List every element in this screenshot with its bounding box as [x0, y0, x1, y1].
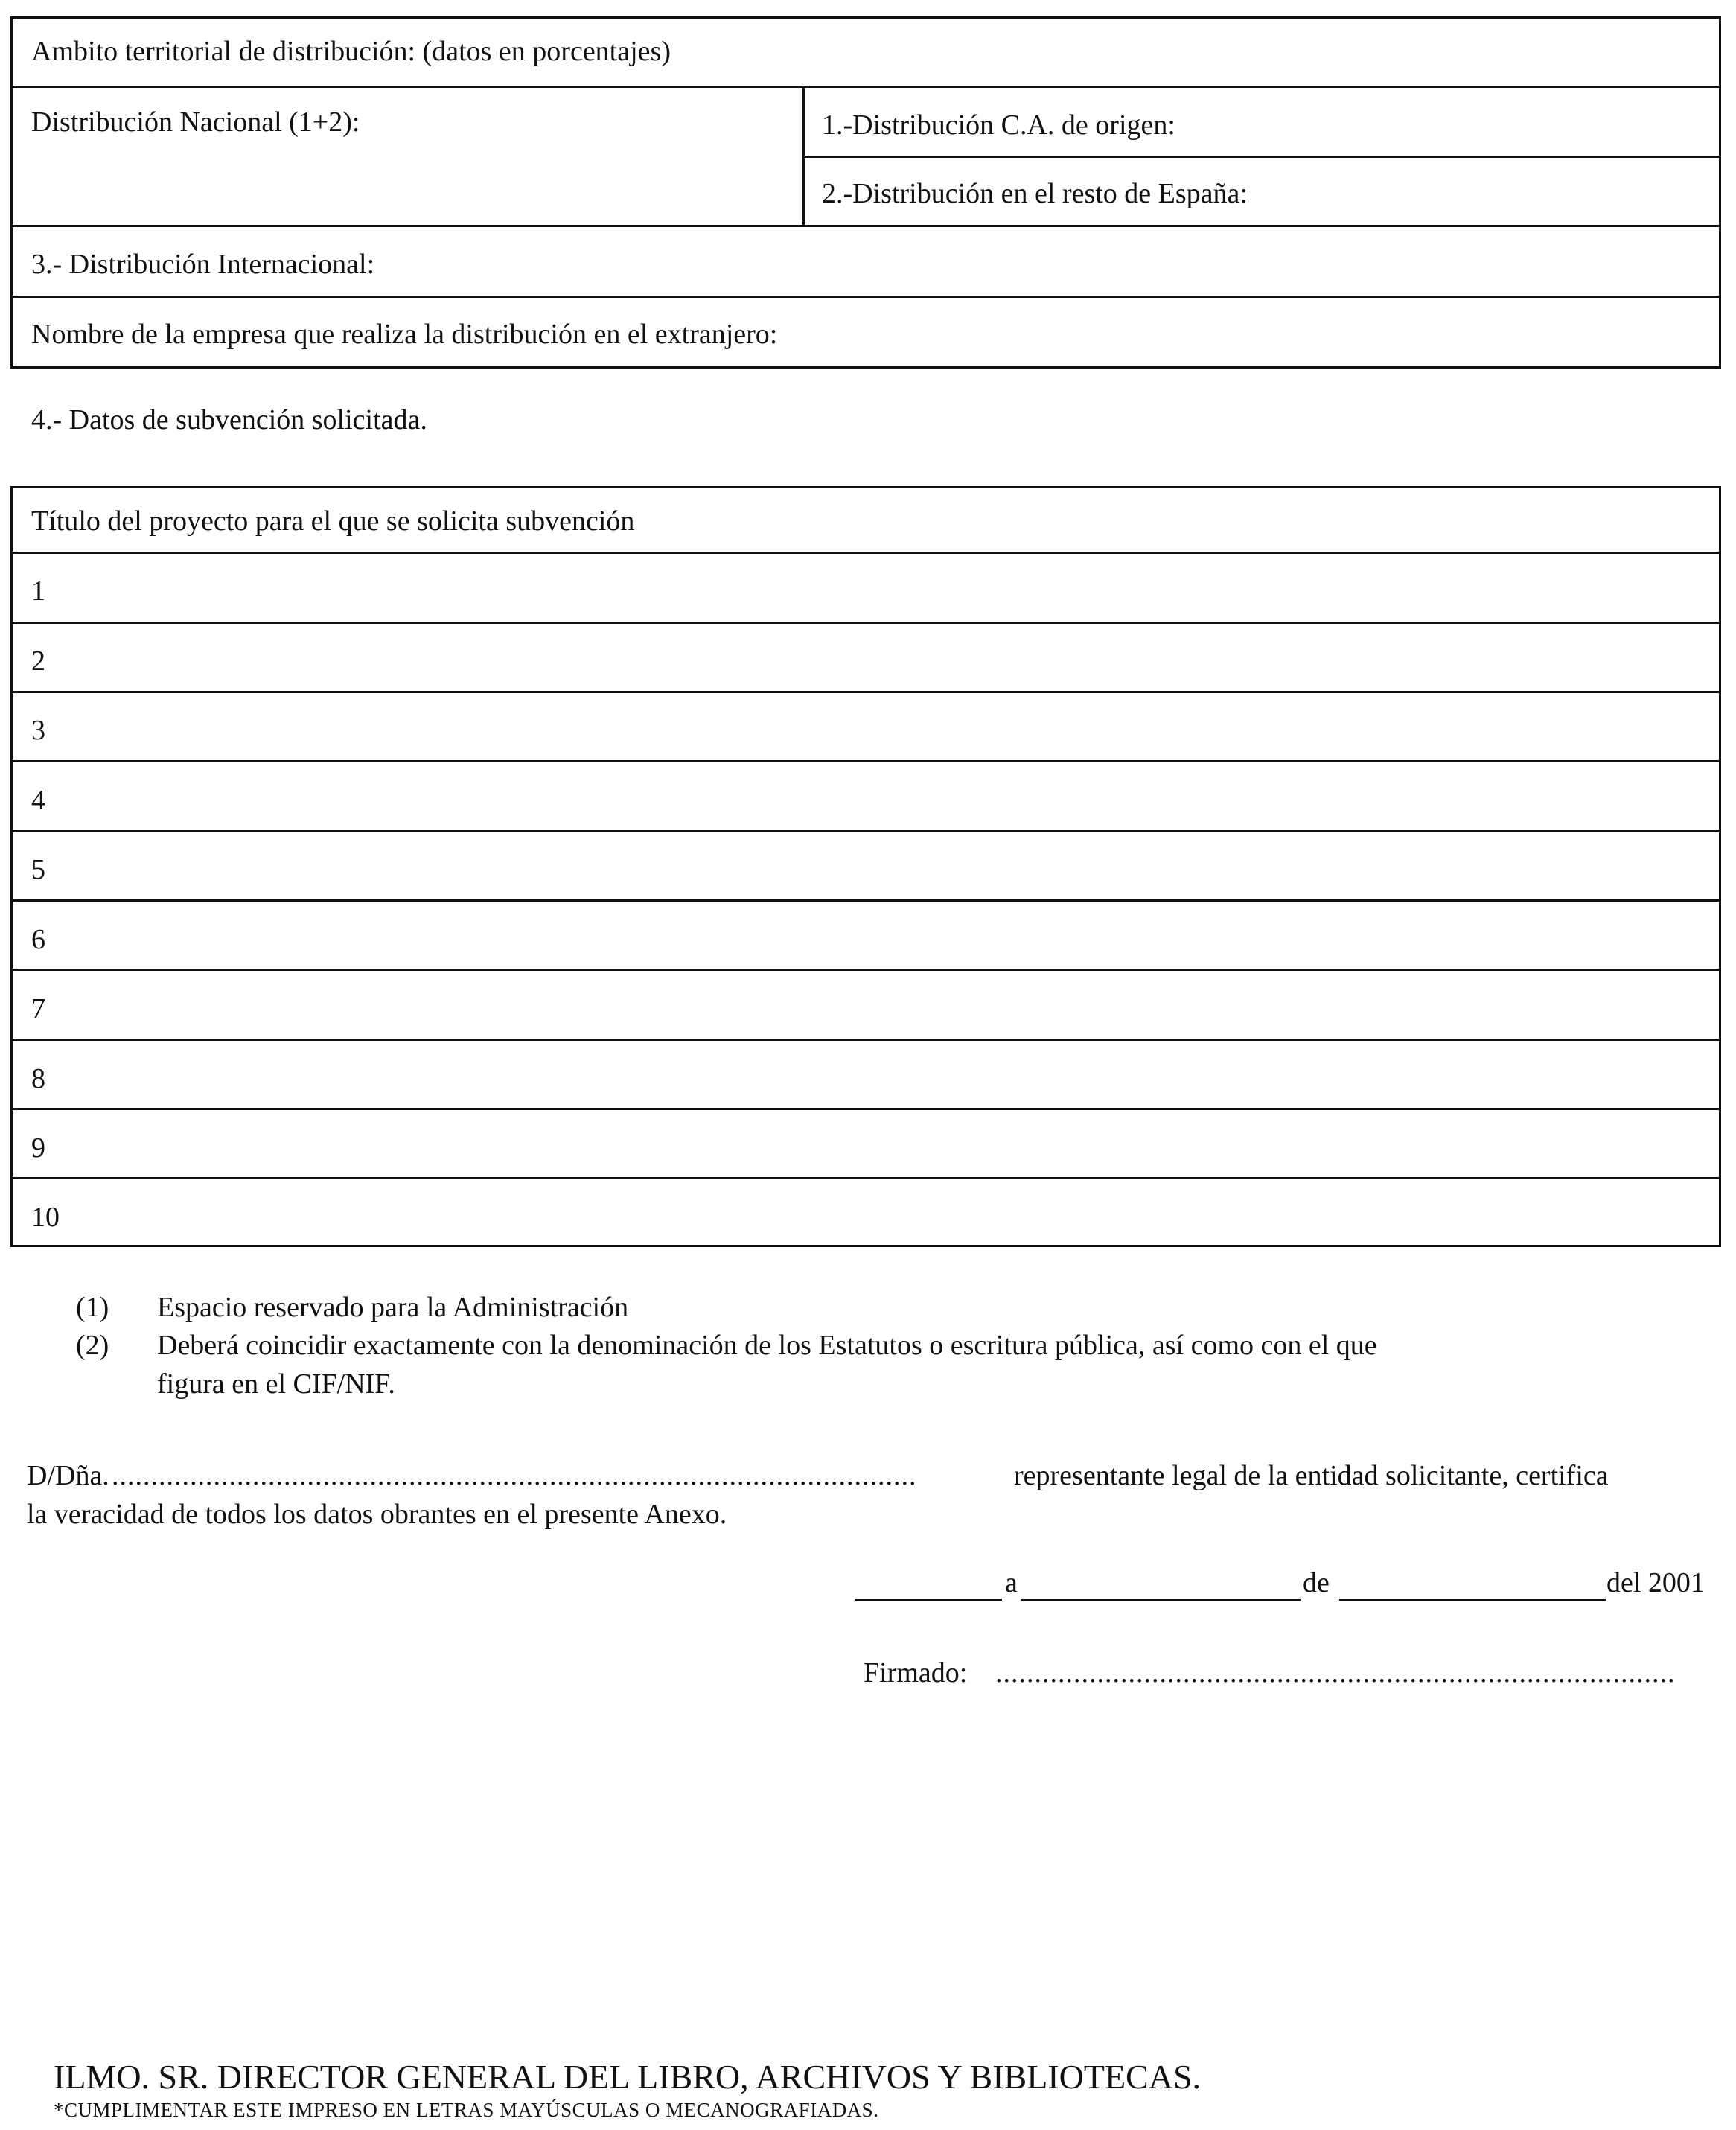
project-row-number[interactable]: 8 [31, 1063, 45, 1094]
certification-line-2: la veracidad de todos los datos obrantes en el presente Anexo. [27, 1499, 727, 1530]
projects-row-divider [10, 760, 1721, 762]
place-field[interactable] [855, 1599, 1002, 1601]
project-row-number[interactable]: 10 [31, 1202, 60, 1233]
field-distribucion-resto[interactable]: 2.-Distribución en el resto de España: [822, 178, 1248, 209]
note-2-number: (2) [76, 1330, 109, 1361]
note-2-text: Deberá coincidir exactamente con la denominación de los Estatutos o escritura pública, así como con el que [157, 1330, 1377, 1361]
note-1-number: (1) [76, 1292, 109, 1323]
distribution-header: Ambito territorial de distribución: (datos en porcentajes) [31, 36, 671, 67]
date-label-year: del 2001 [1606, 1567, 1705, 1598]
project-row-number[interactable]: 4 [31, 785, 45, 816]
note-2-text-continued: figura en el CIF/NIF. [157, 1368, 395, 1400]
representative-name-field[interactable]: ....................................................................................................... [112, 1460, 917, 1491]
projects-row-divider [10, 899, 1721, 902]
projects-table [10, 486, 1721, 1247]
projects-row-divider [10, 1177, 1721, 1179]
distribution-divider [10, 225, 1721, 227]
projects-row-divider [10, 969, 1721, 971]
project-row-number[interactable]: 1 [31, 575, 45, 607]
addressee: ILMO. SR. DIRECTOR GENERAL DEL LIBRO, ARCHIVOS Y BIBLIOTECAS. [54, 2058, 1202, 2096]
project-row-number[interactable]: 6 [31, 924, 45, 955]
form-instruction-footnote: *CUMPLIMENTAR ESTE IMPRESO EN LETRAS MAYÚSCULAS O MECANOGRAFIADAS. [54, 2099, 879, 2121]
date-label-de: de [1303, 1567, 1330, 1598]
project-row-number[interactable]: 2 [31, 645, 45, 677]
section-4-title: 4.- Datos de subvención solicitada. [31, 404, 427, 436]
distribution-divider [802, 156, 1721, 158]
field-empresa-extranjero[interactable]: Nombre de la empresa que realiza la distribución en el extranjero: [31, 319, 778, 350]
projects-row-divider [10, 1039, 1721, 1041]
project-row-number[interactable]: 9 [31, 1132, 45, 1164]
projects-row-divider [10, 552, 1721, 554]
signature-field[interactable]: ....................................................................................... [995, 1657, 1676, 1689]
projects-row-divider [10, 1108, 1721, 1110]
projects-row-divider [10, 691, 1721, 693]
projects-row-divider [10, 622, 1721, 624]
field-distribucion-origen[interactable]: 1.-Distribución C.A. de origen: [822, 109, 1175, 141]
signature-label: Firmado: [864, 1657, 968, 1689]
distribution-divider [10, 86, 1721, 88]
date-label-a: a [1005, 1567, 1018, 1598]
projects-table-header: Título del proyecto para el que se solicita subvención [31, 506, 635, 537]
field-distribucion-internacional[interactable]: 3.- Distribución Internacional: [31, 249, 375, 280]
distribution-divider [10, 296, 1721, 298]
project-row-number[interactable]: 3 [31, 715, 45, 746]
note-1-text: Espacio reservado para la Administración [157, 1292, 629, 1323]
day-field[interactable] [1021, 1599, 1301, 1601]
field-distribucion-nacional[interactable]: Distribución Nacional (1+2): [31, 106, 360, 138]
certification-prefix: D/Dña. [27, 1460, 109, 1491]
project-row-number[interactable]: 7 [31, 993, 45, 1024]
month-field[interactable] [1339, 1599, 1606, 1601]
distribution-column-divider [802, 86, 805, 227]
certification-suffix: representante legal de la entidad solicitante, certifica [1014, 1460, 1609, 1491]
projects-row-divider [10, 830, 1721, 832]
project-row-number[interactable]: 5 [31, 854, 45, 885]
